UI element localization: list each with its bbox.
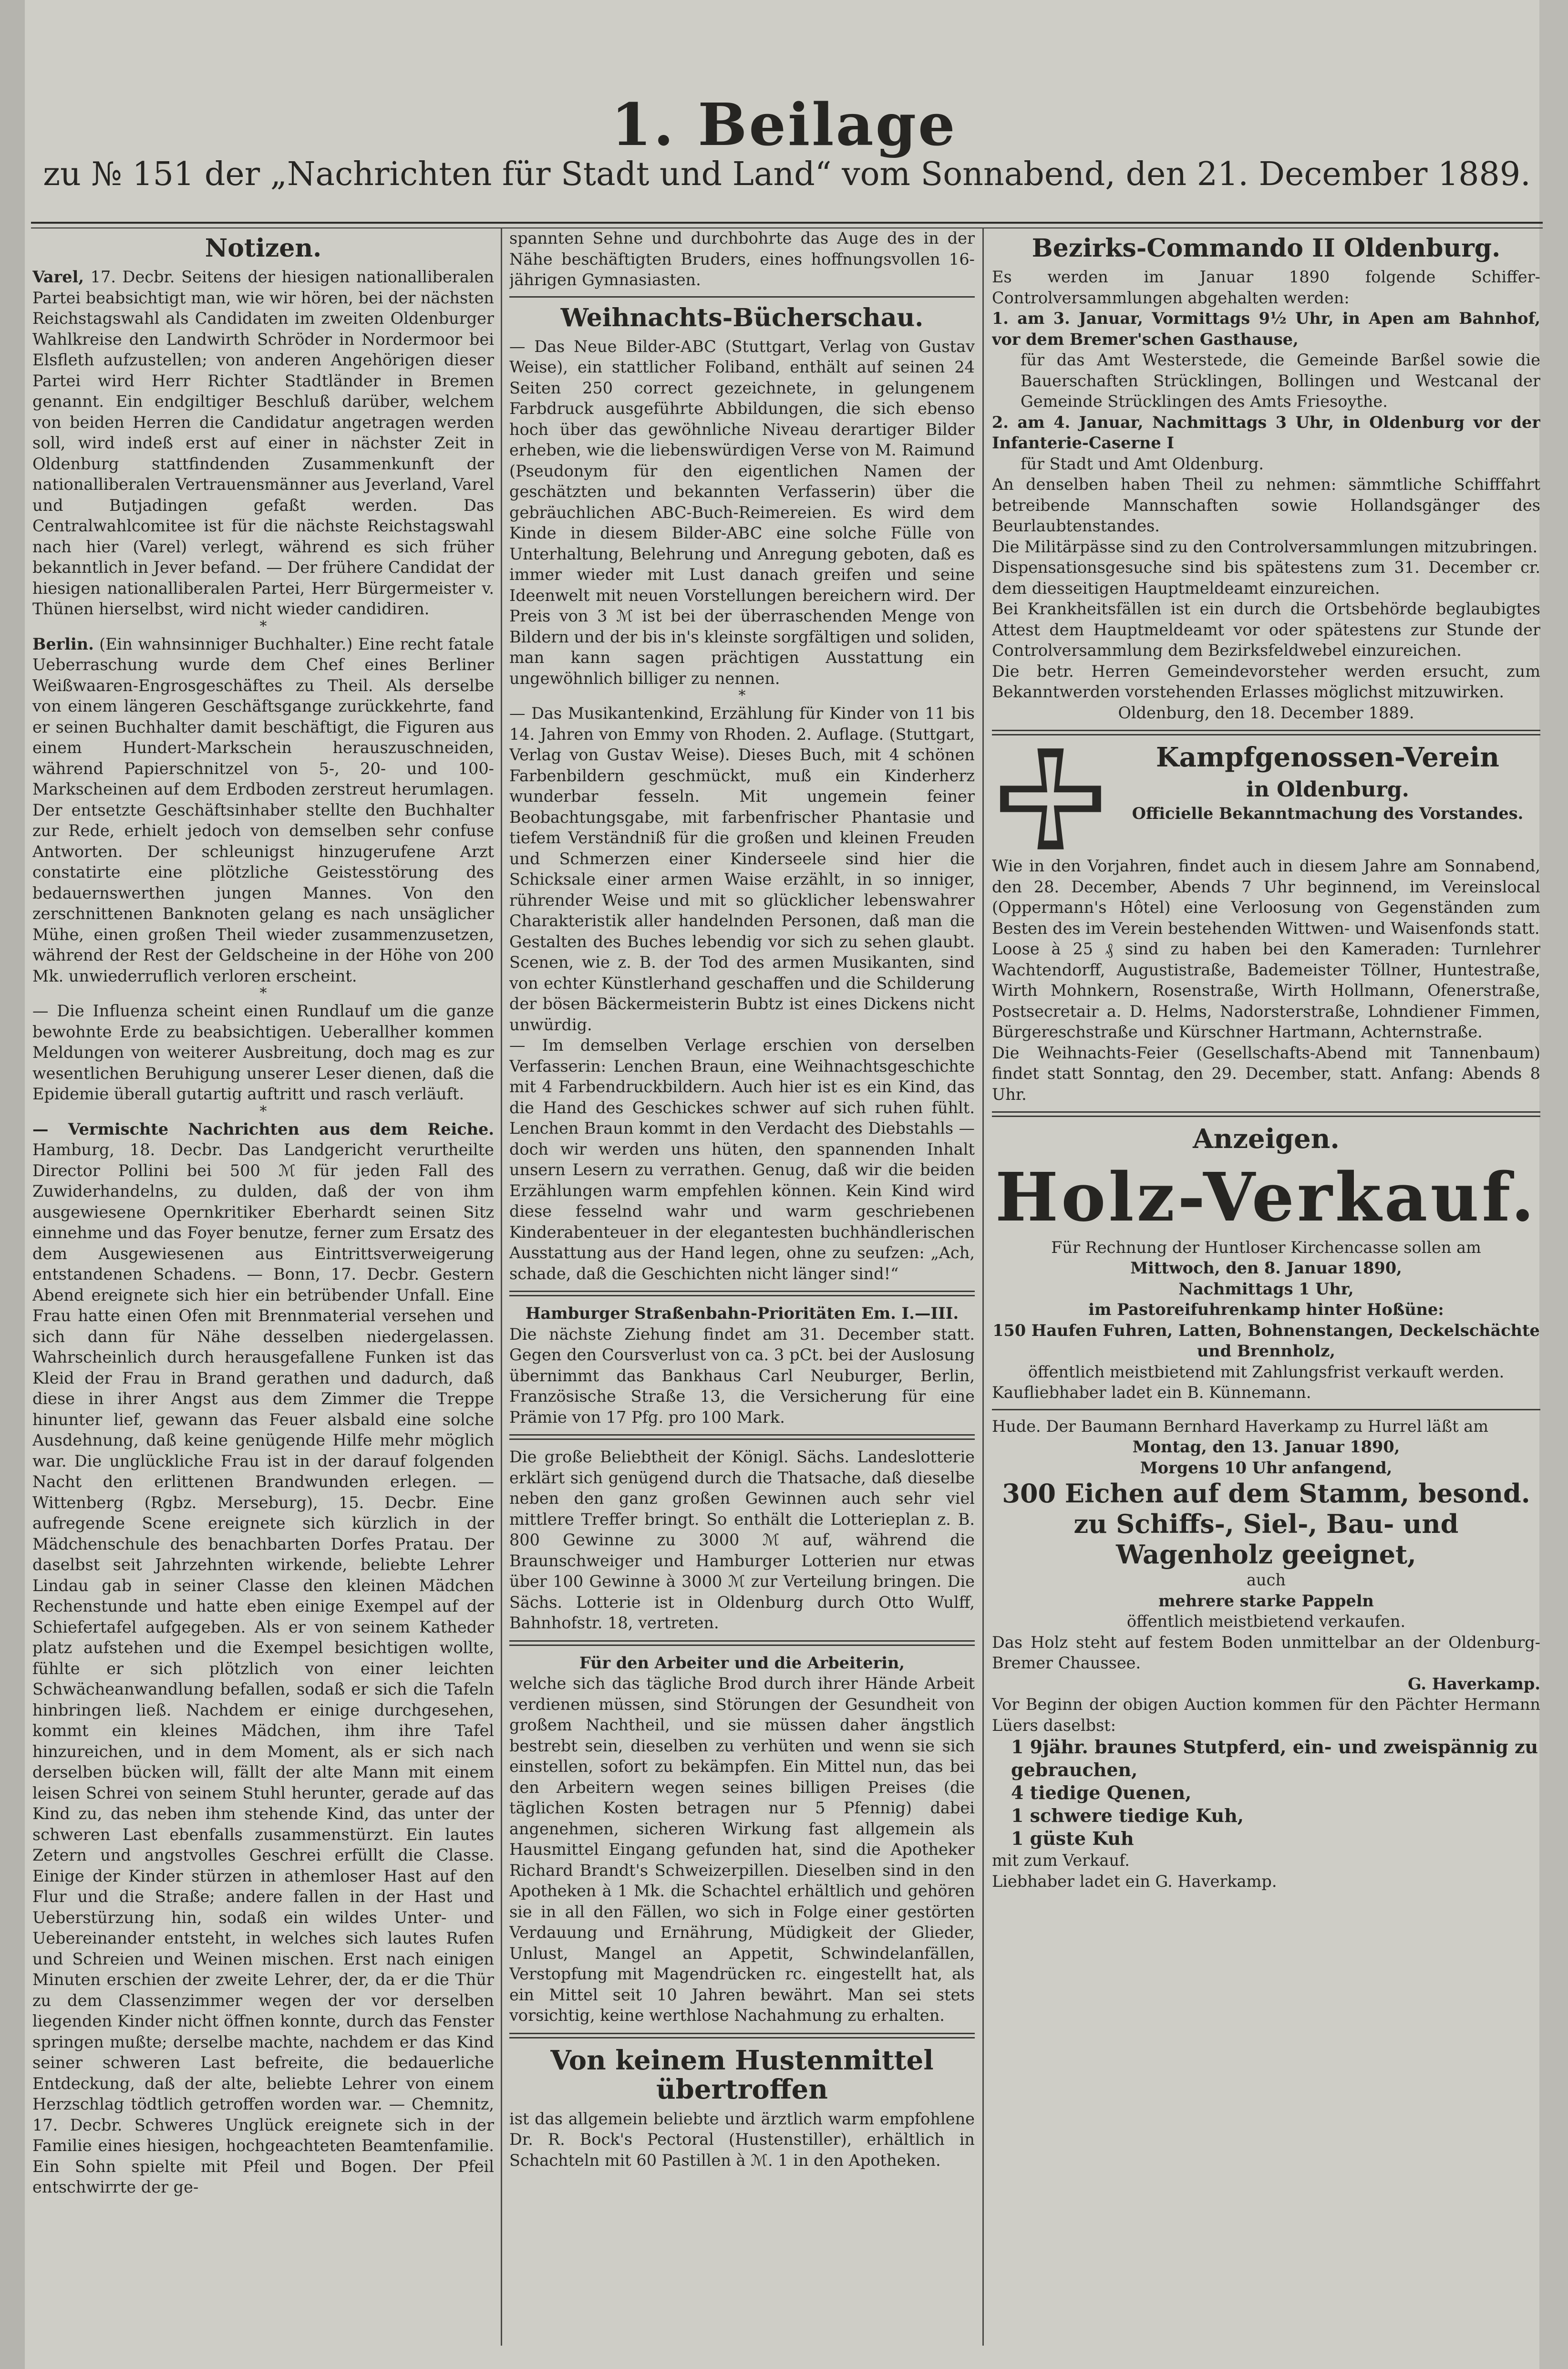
ad-hustenmittel-body: ist das allgemein beliebte und ärztlich warm empfohlene Dr. R. Bock's Pectoral (Hustenstiller), erhältlich in Schachteln mit 60 Pastillen à ℳ. 1 in den Apotheken. — [509, 2109, 975, 2170]
page-edge — [1539, 0, 1568, 2369]
holz-terms: öffentlich meistbietend mit Zahlungsfrist verkauft werden. — [1028, 1362, 1505, 1381]
review-musikantenkind: — Das Musikantenkind, Erzählung für Kinder von 11 bis 14. Jahren von Emmy von Rhoden. 2. Auflage. (Stuttgart, Verlag von Gustav Weise). Dieses Buch, mit 4 schönen Farbenbildern geschmückt, muß ein Kinderherz wunderbar fesseln. Mit ungemein feiner Beobachtungsgabe, mit farbenfrischer Phantasie und tiefem Verständniß für die großen und kleinen Freuden und Schmerzen einer Kinderseele sind hier die Schicksale einer armen Waise erzählt, in so inniger, rührender Weise und mit so glücklicher lebenswahrer Charakteristik aller handelnden Personen, daß man die Gestalten des Buches lebendig vor sich zu sehen glaubt. Scenen, wie z. B. der Tod des armen Musikanten, sind von echter Künstlerhand geschaffen und die Schilderung der bösen Bäckermeisterin Bubtz ist eines Dickens nicht unwürdig. — [509, 704, 975, 1034]
review-bilder-abc: — Das Neue Bilder-ABC (Stuttgart, Verlag von Gustav Weise), ein stattlicher Foliband, enthält auf seinen 24 Seiten 250 correct gezeichnete, in gelungenem Farbdruck ausgeführte Abbildungen, die sich ebenso hoch über das gewöhnliche Niveau derartiger Bilder erheben, wie die liebenswürdigen Verse von M. Raimund (Pseudonym für den eigentlichen Namen der geschätzten und bekannten Verfasserin) über die gebräuchlichen ABC-Buch-Reimereien. Es wird dem Kinde in diesem Bilder-ABC eine solche Fülle von Unterhaltung, Belehrung und Anregung geboten, daß es immer wieder mit Lust danach greifen und seine Ideenwelt mit neuen Vorstellungen bereichern wird. Der Preis von 3 ℳ ist bei der überraschenden Menge von Bildern und der bis in's kleinste sorgfältigen und soliden, man kann sagen prächtigen Ausstattung ein ungewöhnlich billiger zu nennen. — [509, 337, 975, 688]
ad-arbeiter-title: Für den Arbeiter und die Arbeiterin, — [579, 1653, 905, 1672]
article-berlin — [32, 634, 494, 987]
holz-place: im Pastoreifuhrenkamp hinter Hoßüne: — [1088, 1300, 1444, 1319]
hude-verkaufen: öffentlich meistbietend verkaufen. — [1126, 1612, 1406, 1631]
holz-verkauf-title: Holz-Verkauf. — [995, 1158, 1537, 1237]
binding-edge — [0, 0, 25, 2369]
ad-strassenbahn-body: Die nächste Ziehung findet am 31. December statt. Gegen den Coursverlust von ca. 3 pCt. bei der Auslosung übernimmt das Bankhaus Carl Neuburger, Berlin, Französische Straße 13, die Versicherung für eine Prämie von 17 Pfg. pro 100 Mark. — [509, 1324, 975, 1427]
hude-time: Morgens 10 Uhr anfangend, — [1140, 1458, 1393, 1477]
bezirks-p3: Die Militärpässe sind zu den Controlversammlungen mitzubringen. — [992, 537, 1538, 556]
column-notizen — [32, 228, 494, 2346]
hude-intro: Hude. Der Baumann Bernhard Haverkamp zu Hurrel läßt am — [992, 1417, 1488, 1436]
bezirks-signature: Oldenburg, den 18. December 1889. — [1118, 703, 1414, 722]
column-buecherschau — [509, 228, 975, 2346]
section-rule — [992, 1409, 1540, 1410]
supplement-subtitle: zu № 151 der „Nachrichten für Stadt und Land“ vom Sonnabend, den 21. December 1889. — [43, 155, 1531, 193]
hude-pappeln: mehrere starke Pappeln — [1158, 1591, 1374, 1610]
column-rule-1 — [501, 228, 502, 2346]
holz-time: Nachmittags 1 Uhr, — [1178, 1279, 1354, 1298]
masthead-rule — [31, 222, 1543, 228]
ad-landeslotterie: Die große Beliebtheit der Königl. Sächs. Landeslotterie erklärt sich genügend durch die Thatsache, daß dieselbe neben den ganz großen Gewinnen auch sehr viel mittlere Treffer bringt. So enthält die Lotterieplan z. B. 800 Gewinne zu 3000 ℳ auf, während die Braunschweiger und Hamburger Lotterien nur etwas über 100 Gewinne à 3000 ℳ zur Verteilung bringen. Die Sächs. Lotterie ist in Oldenburg durch Otto Wulff, Bahnhofstr. 18, vertreten. — [509, 1448, 975, 1633]
section-rule — [992, 730, 1540, 735]
article-varel — [32, 267, 494, 620]
article-vermischtes — [32, 1119, 494, 2198]
article-vermischtes-lead: — Vermischte Nachrichten aus dem Reiche. — [32, 1119, 494, 1138]
bezirks-intro: Es werden im Januar 1890 folgende Schiffer-Controlversammlungen abgehalten werden: — [992, 268, 1540, 307]
bezirks-item-2-detail: für Stadt und Amt Oldenburg. — [1021, 454, 1264, 473]
section-rule — [509, 2033, 975, 2038]
bezirks-p6: Die betr. Herren Gemeindevorsteher werden ersucht, zum Bekanntwerden vorstehenden Erlasses möglichst mitzuwirken. — [992, 662, 1540, 702]
holz-date: Mittwoch, den 8. Januar 1890, — [1130, 1259, 1402, 1278]
hude-auch: auch — [1247, 1571, 1286, 1590]
separator-star: * — [738, 687, 746, 704]
holz-line-1: Für Rechnung der Huntloser Kirchencasse sollen am — [1051, 1238, 1481, 1257]
bezirks-commando-heading: Bezirks-Commando II Oldenburg. — [1032, 234, 1501, 263]
holz-signature: Kaufliebhaber ladet ein B. Künnemann. — [992, 1383, 1311, 1402]
article-influenza: — Die Influenza scheint einen Rundlauf um die ganze bewohnte Erde zu beabsichtigen. Ueberallher kommen Meldungen von weiterer Ausbreitung, doch mag es zur wesentlichen Beruhigung unserer Leser dienen, daß die Epidemie überall gutartig auftritt und rasch verläuft. — [32, 1002, 494, 1104]
article-vermischtes-body: Hamburg, 18. Decbr. Das Landgericht verurtheilte Director Pollini bei 500 ℳ für jeden Fall des Zuwiderhandelns, zu dulden, daß der von ihm ausgewiesene Opernkritiker Eberhardt seinen Sitz einnehme und das Foyer benutze, ferner zum Ersatz des dem Ausgewiesenen aus Eintrittsverweigerung entstandenen Schadens. — Bonn, 17. Decbr. Gestern Abend ereignete sich hier ein betrübender Unfall. Eine Frau hatte einen Ofen mit Brennmaterial versehen und sich dann für Nähe desselben niedergelassen. Wahrscheinlich durch herausgefallene Funken ist das Kleid der Frau in Brand gerathen und dadurch, daß diese in ihrer Angst aus dem Zimmer die Treppe hinunter lief, gewann das Feuer alsbald eine solche Ausdehnung, daß keine genügende Hilfe mehr möglich war. Die unglückliche Frau ist in der darauf folgenden Nacht den erlittenen Brandwunden erlegen. — Wittenberg (Rgbz. Merseburg), 15. Decbr. Eine aufregende Scene ereignete sich kürzlich in der Mädchenschule des benachbarten Dorfes Pratau. Der daselbst seit Jahrzehnten wirkende, beliebte Lehrer Lindau gab in seiner Classe den kleinen Mädchen Rechenstunde und hatte eben einige Exempel auf der Schiefertafel aufgegeben. Als er von seinem Katheder platz aufstehen und die Exempel besichtigen wollte, fühlte er sich plötzlich von einer leichten Schwächeanwandlung befallen, sodaß er sich die Tafeln hinbringen ließ. Nachdem er einige durchgesehen, kommt ein kleines Mädchen, ihm ihre Tafel hinzureichen, und in dem Moment, als er sich nach derselben bücken will, fällt der alte Mann mit einem leisen Schrei von seinem Stuhl herunter, gerade auf das Kind zu, das neben ihm stehende Kind, das unter der schweren Last ebenfalls zusammenstürzt. Ein lautes Zetern und angstvolles Geschrei erfüllt die Classe. Einige der Kinder stürzen in athemloser Hast auf den Flur und die Straße; andere fallen in der Hast und Ueberstürzung hin, sodaß ein wildes Unter- und Uebereinander entsteht, in welches sich lautes Rufen und Schreien und Weinen mischen. Erst nach einigen Minuten erschien der zweite Lehrer, der, da er die Thür zu dem Classenzimmer wegen der vor derselben liegenden Kinder nicht öffnen konnte, durch das Fenster springen mußte; derselbe machte, nachdem er das Kind seiner schweren Last befreite, die bedauerliche Entdeckung, daß der alte, beliebte Lehrer von einem Herzschlag tödtlich getroffen worden war. — Chemnitz, 17. Decbr. Schweres Unglück ereignete sich in der Familie eines hiesigen, hochgeachteten Beamtenfamilie. Ein Sohn spielte mit Pfeil und Bogen. Der Pfeil entschwirrte der ge- — [32, 1140, 494, 2197]
column-rule-2 — [982, 228, 984, 2346]
article-varel-body: 17. Decbr. Seitens der hiesigen nationalliberalen Partei beabsichtigt man, wie wir hören, bei der nächsten Reichstagswahl als Candidaten im zweiten Oldenburger Wahlkreise den Landwirth Schröder in Nordermoor bei Elsfleth aufzustellen; von anderen Angehörigen dieser Partei wird Herr Richter Stadtländer in Bremen genannt. Ein endgiltiger Beschluß darüber, welchem von beiden Herren die Candidatur angetragen werden soll, wird indeß erst auf einer in nächster Zeit in Oldenburg stattfindenden Zusammenkunft der nationalliberalen Vertrauensmänner aus Jeverland, Varel und Butjadingen gefaßt werden. Das Centralwahlcomitee ist für die nächste Reichstagswahl nach hier (Varel) verlegt, während es sich früher bekanntlich in Jever befand. — Der frühere Candidat der hiesigen nationalliberalen Partei, Herr Bürgermeister v. Thünen hierselbst, wird nicht wieder candidiren. — [32, 268, 494, 619]
hude-signature-2: Liebhaber ladet ein G. Haverkamp. — [992, 1872, 1277, 1891]
review-lenchen-braun: — Im demselben Verlage erschien von derselben Verfasserin: Lenchen Braun, eine Weihnachtsgeschichte mit 4 Farbendruckbildern. Auch hier ist es ein Kind, das die Hand des Geschickes schwer auf sich ruhen fühlt. Lenchen Braun kommt in den Verdacht des Diebstahls — doch wir werden uns hüten, den spannenden Inhalt unsern Lesern zu verrathen. Genug, daß wir die beiden Erzählungen warm empfehlen können. Kein Kind wird diese fesselnd wahr und warm geschriebenen Kinderabenteuer in der elegantesten buchhändlerischen Ausstattung aus der Hand legen, ohne zu seufzen: „Ach, schade, daß die Geschichten nicht länger sind!“ — [509, 1036, 975, 1283]
article-continuation: spannten Sehne und durchbohrte das Auge des in der Nähe beschäftigten Bruders, eines hoffnungsvollen 16-jährigen Gymnasiasten. — [509, 229, 975, 289]
hude-goods: 300 Eichen auf dem Stamm, besond. zu Schiffs-, Siel-, Bau- und Wagenholz geeignet, — [1002, 1478, 1530, 1570]
verein-place: in Oldenburg. — [1246, 777, 1409, 802]
article-berlin-body: (Ein wahnsinniger Buchhalter.) Eine recht fatale Ueberraschung wurde dem Chef eines Berliner Weißwaaren-Engrosgeschäftes zu Theil. Als derselbe von einem längeren Geschäftsgange zurückkehrte, fand er seinen Buchhalter damit beschäftigt, die Figuren aus einem Hundert-Markschein herauszuschneiden, während Papierschnitzel von 5-, 20- und 100-Markscheinen auf dem Erdboden zerstreut herumlagen. Der entsetzte Geschäftsinhaber stellte den Buchhalter zur Rede, erhielt jedoch von demselben sehr confuse Antworten. Der schleunigst hinzugerufene Arzt constatirte eine plötzliche Geistesstörung des bedauernswerthen jungen Mannes. Von den zerschnittenen Banknoten gelang es nach unsäglicher Mühe, einen großen Theil wieder zusammenzusetzen, während der Rest der Geldscheine in der Höhe von 200 Mk. unwiederruflich verloren erscheint. — [32, 634, 494, 985]
hude-item: 4 tiedige Quenen, — [1011, 1782, 1192, 1804]
verein-p1: Wie in den Vorjahren, findet auch in diesem Jahre am Sonnabend, den 28. December, Abends 7 Uhr beginnend, im Vereinslocal (Oppermann's Hôtel) eine Verloosung von Gegenständen zum Besten des im Verein bestehenden Wittwen- und Waisenfonds statt. — [992, 857, 1540, 938]
section-rule — [509, 296, 975, 298]
column-bekanntmachungen — [992, 228, 1540, 2346]
separator-star: * — [259, 985, 267, 1002]
ad-strassenbahn-title: Hamburger Straßenbahn-Prioritäten Em. I.—III. — [525, 1304, 959, 1323]
hude-zum-verkauf: mit zum Verkauf. — [992, 1851, 1130, 1870]
supplement-title: 1. Beilage — [611, 90, 957, 159]
ad-hustenmittel-title: Von keinem Hustenmittel übertroffen — [550, 2044, 934, 2106]
bezirks-p2: An denselben haben Theil zu nehmen: sämmtliche Schifffahrt betreibende Mannschaften sowie Hollandsgänger des Beurlaubtenstandes. — [992, 475, 1540, 536]
ad-arbeiter-body: welche sich das tägliche Brod durch ihrer Hände Arbeit verdienen müssen, sind Störungen der Gesundheit von großem Nachtheil, und sie müssen daher ängstlich bestrebt sein, dieselben zu verhüten und wenn sie sich einstellen, sofort zu bekämpfen. Ein Mittel nun, das bei den Arbeitern wegen seines billigen Preises (die täglichen Kosten betragen nur 5 Pfennig) dabei angenehmen, sicheren Wirkung fast allgemein als Hausmittel Eingang gefunden hat, sind die Apotheker Richard Brandt's Schweizerpillen. Dieselben sind in den Apotheken à 1 Mk. die Schachtel erhältlich und gehören sie in all den Fällen, wo sich in Folge einer gestörten Verdauung und Ernährung, Müdigkeit der Glieder, Unlust, Mangel an Appetit, Schwindelanfällen, Verstopfung mit Magendrücken rc. eingestellt hat, als ein Mittel seit 10 Jahren bewährt. Man sei stets vorsichtig, keine werthlose Nachahmung zu erhalten. — [509, 1674, 975, 2025]
notizen-heading: Notizen. — [205, 234, 322, 263]
hude-item: 1 schwere tiedige Kuh, — [1011, 1805, 1244, 1827]
hude-location: Das Holz steht auf festem Boden unmittelbar an der Oldenburg-Bremer Chaussee. — [992, 1633, 1540, 1673]
section-rule — [992, 1111, 1540, 1117]
iron-cross-icon — [996, 744, 1105, 854]
bezirks-item-1: 1. am 3. Januar, Vormittags 9½ Uhr, in Apen am Bahnhof, vor dem Bremer'schen Gasthause, — [992, 309, 1540, 349]
separator-star: * — [259, 1103, 267, 1120]
hude-item: 1 güste Kuh — [1011, 1828, 1134, 1850]
anzeigen-heading: Anzeigen. — [1193, 1123, 1340, 1155]
verein-p2: Loose à 25 ₰ sind zu haben bei den Kameraden: Turnlehrer Wachtendorff, Augustistraße, Bademeister Töllner, Huntestraße, Wirth Mohnkern, Rosenstraße, Wirth Hollmann, Ofenerstraße, Postsecretair a. D. Helms, Nadorsterstraße, Lohndiener Fimmen, Bürgereschstraße und Kürschner Hartmann, Achternstraße. — [992, 940, 1540, 1042]
buecherschau-heading: Weihnachts-Bücherschau. — [560, 303, 924, 332]
hude-auction-note: Vor Beginn der obigen Auction kommen für den Pächter Hermann Lüers daselbst: — [992, 1695, 1540, 1735]
hude-date: Montag, den 13. Januar 1890, — [1132, 1438, 1400, 1457]
verein-subtitle: Officielle Bekanntmachung des Vorstandes. — [1132, 804, 1524, 823]
section-rule — [509, 1640, 975, 1646]
separator-star: * — [259, 618, 267, 635]
hude-item: 1 9jähr. braunes Stutpferd, ein- und zweispännig zu gebrauchen, — [1011, 1736, 1538, 1781]
section-rule — [509, 1434, 975, 1440]
holz-goods: 150 Haufen Fuhren, Latten, Bohnenstangen, Deckelschächte und Brennholz, — [992, 1321, 1540, 1361]
bezirks-item-2: 2. am 4. Januar, Nachmittags 3 Uhr, in Oldenburg vor der Infanterie-Caserne I — [992, 413, 1540, 453]
verein-p3: Die Weihnachts-Feier (Gesellschafts-Abend mit Tannenbaum) findet statt Sonntag, den 29. December, statt. Anfang: Abends 8 Uhr. — [992, 1043, 1540, 1104]
article-varel-lead: Varel, — [32, 268, 84, 287]
section-rule — [509, 1291, 975, 1296]
bezirks-p5: Bei Krankheitsfällen ist ein durch die Ortsbehörde beglaubigtes Attest dem Hauptmeldeamt vor oder spätestens zur Stunde der Controlversammlung dem Bezirksfeldwebel einzureichen. — [992, 600, 1540, 660]
article-berlin-lead: Berlin. — [32, 634, 94, 653]
verein-title: Kampfgenossen-Verein — [1156, 742, 1499, 774]
hude-signature-1: G. Haverkamp. — [1408, 1674, 1540, 1693]
bezirks-p4: Dispensationsgesuche sind bis spätestens zum 31. December cr. dem diesseitigen Hauptmeldeamt einzureichen. — [992, 558, 1540, 598]
bezirks-item-1-detail: für das Amt Westerstede, die Gemeinde Barßel sowie die Bauerschaften Strücklingen, Bollingen und Westcanal der Gemeinde Strücklingen des Amts Friesoythe. — [1021, 351, 1540, 411]
